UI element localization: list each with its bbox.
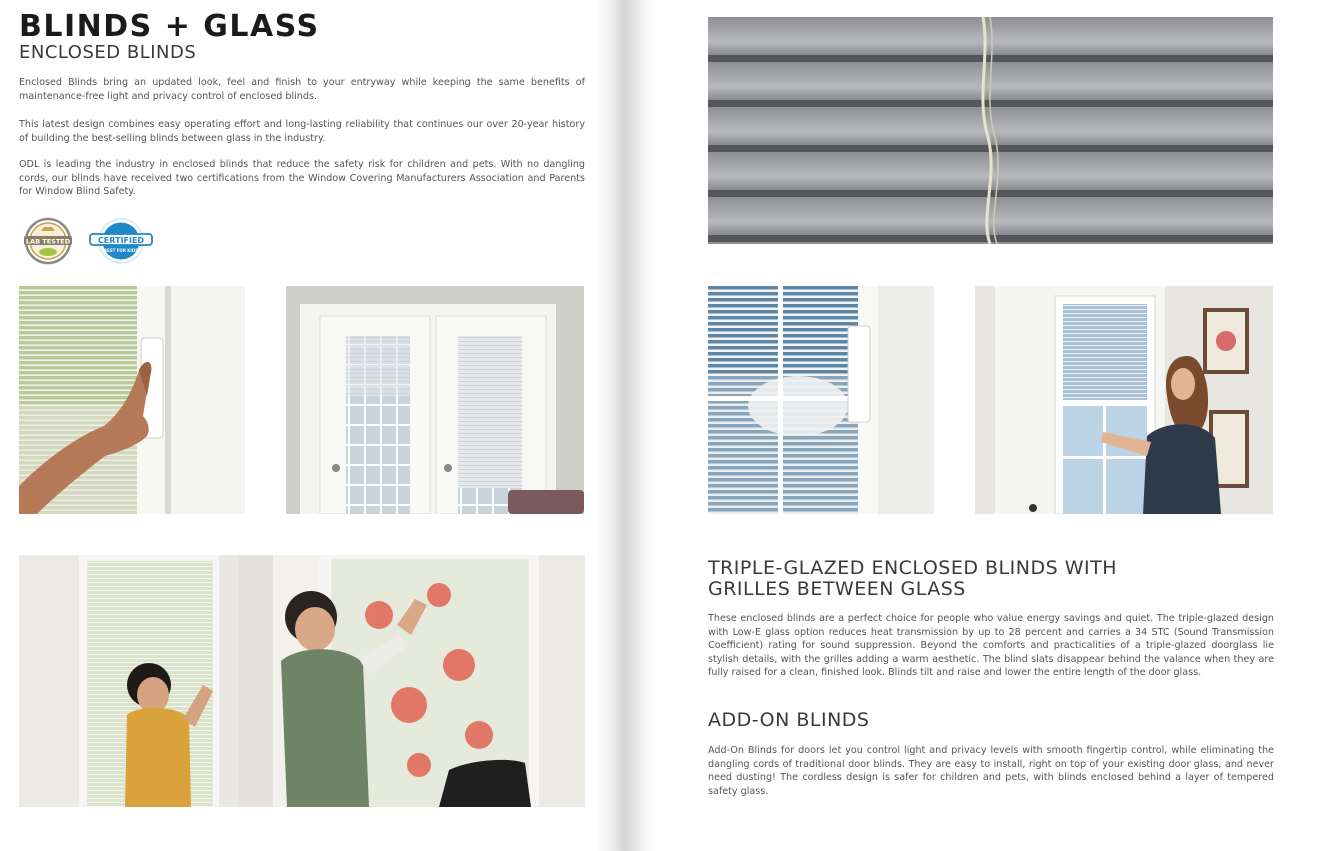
certified-badge (88, 217, 156, 265)
triple-glazed-heading-line2: GRILLES BETWEEN GLASS (708, 578, 966, 600)
kids-door-photo (19, 555, 585, 807)
add-on-blinds-heading: ADD-ON BLINDS (708, 709, 870, 731)
grille-blinds-photo (708, 286, 934, 514)
design-paragraph: This latest design combines easy operating effort and long-lasting reliability that continues our over 20-year history of building the best-selling blinds between glass in the industry. (19, 119, 585, 144)
woman-add-on-blinds-photo (975, 286, 1273, 514)
add-on-blinds-paragraph: Add-On Blinds for doors let you control light and privacy levels with smooth fingertip control, while eliminating the dangling cords of traditional door blinds. They are easy to install, right on top of your existing door glass, and never need dusting! The cordless design is safer for children and pets, with blinds enclosed behind a layer of tempered safety glass. (708, 745, 1274, 797)
book-gutter (596, 0, 656, 851)
lab-tested-label: LAB TESTED (25, 237, 71, 246)
certified-label: CERTIFIED (97, 236, 145, 245)
hand-slider-photo (19, 286, 245, 514)
page-title: BLINDS + GLASS (19, 9, 320, 44)
intro-paragraph: Enclosed Blinds bring an updated look, feel and finish to your entryway while keeping the same benefits of maintenance-free light and privacy control of enclosed blinds. (19, 77, 585, 102)
blind-closeup-photo (708, 17, 1273, 244)
triple-glazed-heading-line1: TRIPLE-GLAZED ENCLOSED BLINDS WITH (708, 557, 1117, 579)
best-for-kids-label: BEST FOR KIDS (103, 248, 139, 253)
lab-tested-badge (19, 217, 77, 265)
triple-glazed-paragraph: These enclosed blinds are a perfect choice for people who value energy savings and quiet. The triple-glazed design with Low-E glass option reduces heat transmission by up to 28 percent and carries a 34 STC (Sound Transmission Coefficient) rating for sound suppression. Beyond the comforts and practicalities of a triple-glazed doorglass lie stylish details, with the grilles adding a warm aesthetic. The blind slats disappear behind the valance when they are fully raised for a clean, finished look. Blinds tilt and raise and lower the entire length of the door glass. (708, 613, 1274, 679)
page-subtitle: ENCLOSED BLINDS (19, 42, 197, 63)
safety-paragraph: ODL is leading the industry in enclosed blinds that reduce the safety risk for children and pets. With no dangling cords, our blinds have received two certifications from the Window Covering Manufacturers Association and Parents for Window Blind Safety. (19, 159, 585, 198)
double-doors-photo (286, 286, 584, 514)
